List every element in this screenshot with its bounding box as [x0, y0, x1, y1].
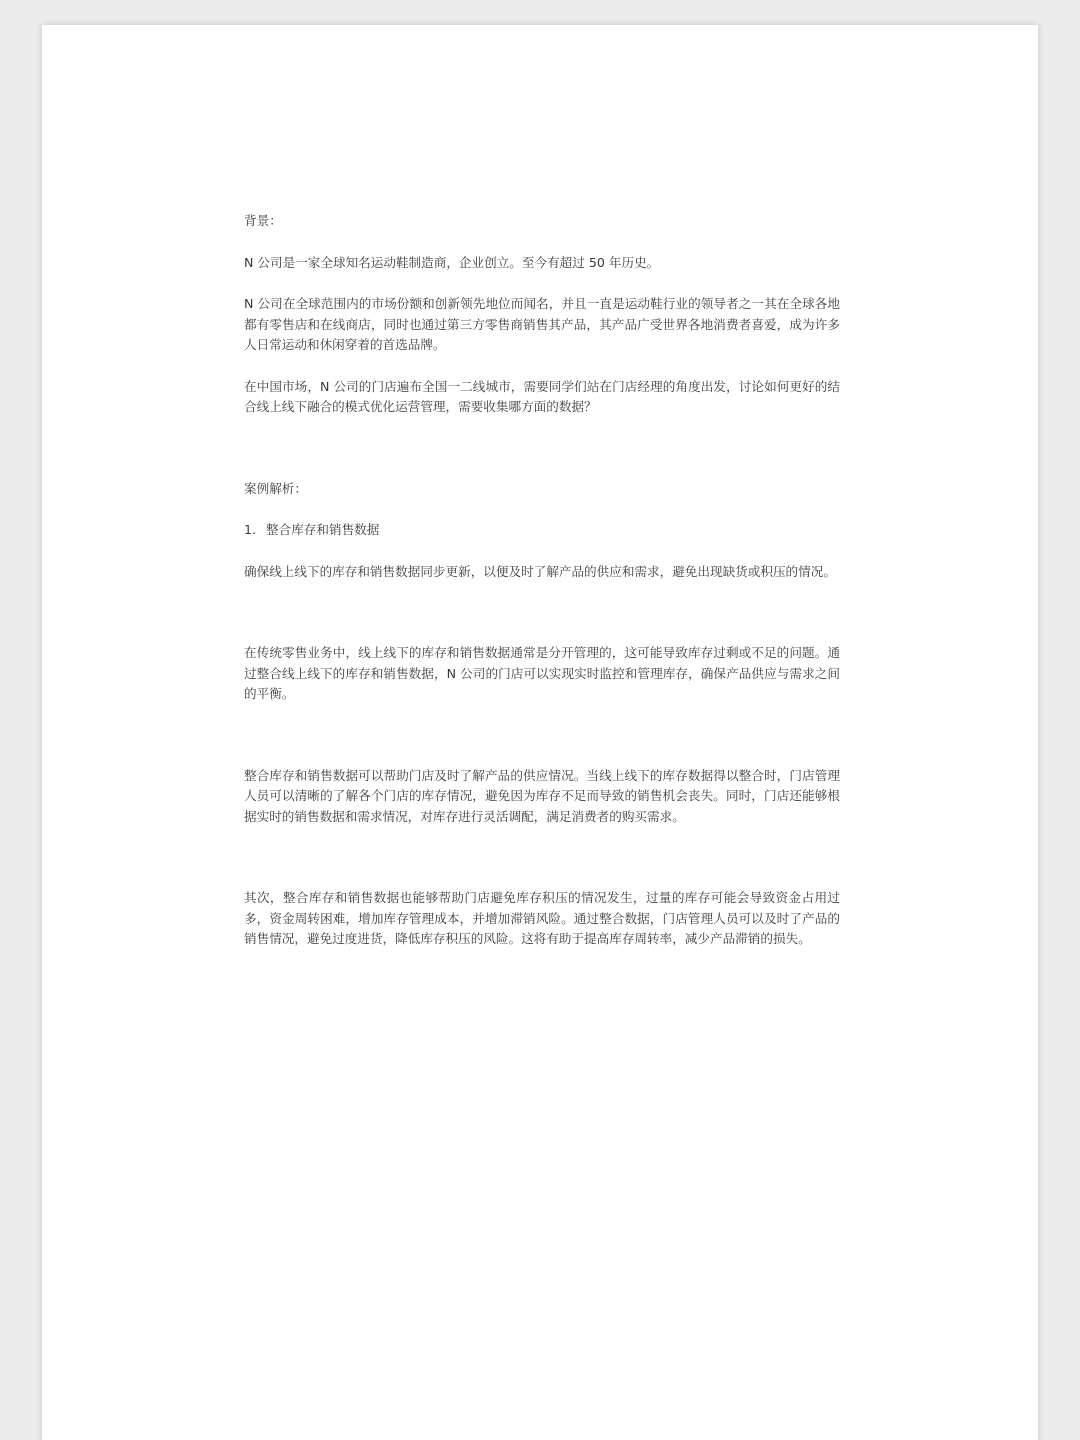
background-paragraph-1: N 公司是一家全球知名运动鞋制造商，企业创立。至今有超过 50 年历史。	[244, 254, 660, 270]
section-1-paragraph-3: 整合库存和销售数据可以帮助门店及时了解产品的供应情况。当线上线下的库存数据得以整合时，门店管理人员可以清晰的了解各个门店的库存情况，避免因为库存不足而导致的销售机会丧失。同时，门店还能够根据实时的销售数据和需求情况，对库存进行灵活调配，满足消费者的购买需求。	[244, 767, 840, 824]
case-analysis-heading: 案例解析：	[244, 480, 307, 496]
section-1-number: 1.	[244, 522, 257, 537]
background-paragraph-3: 在中国市场，N 公司的门店遍布全国一二线城市，需要同学们站在门店经理的角度出发，讨论如何更好的结合线上线下融合的模式优化运营管理，需要收集哪方面的数据？	[244, 378, 840, 414]
background-paragraph-2: N 公司在全球范围内的市场份额和创新领先地位而闻名，并且一直是运动鞋行业的领导者之一其在全球各地都有零售店和在线商店，同时也通过第三方零售商销售其产品，其产品广受世界各地消费者喜爱，成为许多人日常运动和休闲穿着的首选品牌。	[244, 296, 840, 352]
section-1-title: 整合库存和销售数据	[266, 522, 380, 537]
section-1-paragraph-2: 在传统零售业务中，线上线下的库存和销售数据通常是分开管理的，这可能导致库存过剩或不足的问题。通过整合线上线下的库存和销售数据，N 公司的门店可以实现实时监控和管理库存，确保产品供应与需求之间的平衡。	[244, 645, 840, 701]
background-heading: 背景：	[244, 213, 282, 228]
section-1-paragraph-1: 确保线上线下的库存和销售数据同步更新，以便及时了解产品的供应和需求，避免出现缺货或积压的情况。	[244, 563, 836, 579]
section-1-heading	[244, 520, 840, 541]
document-content	[244, 211, 840, 950]
section-1-paragraph-4: 其次，整合库存和销售数据也能够帮助门店避免库存积压的情况发生，过量的库存可能会导致资金占用过多，资金周转困难，增加库存管理成本，并增加滞销风险。通过整合数据，门店管理人员可以及时了产品的销售情况，避免过度进货，降低库存积压的风险。这将有助于提高库存周转率，减少产品滞销的损失。	[244, 890, 840, 946]
document-page	[42, 25, 1038, 1440]
